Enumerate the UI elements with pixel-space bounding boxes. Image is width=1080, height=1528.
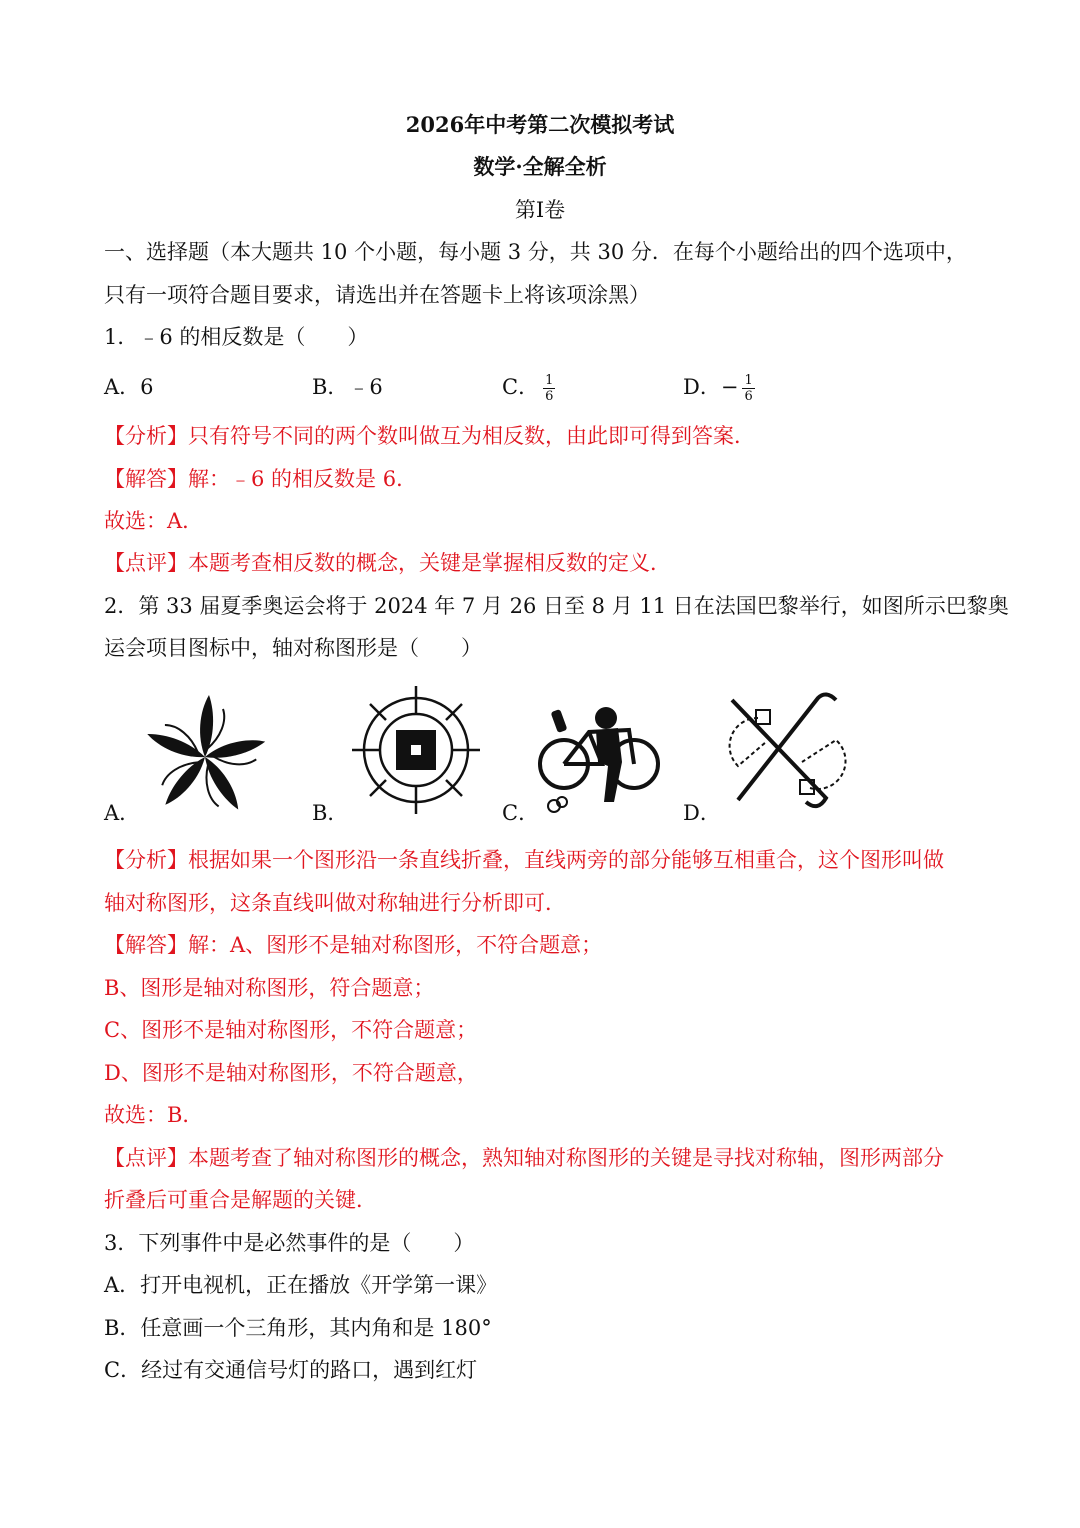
q3-option-c: C．经过有交通信号灯的路口，遇到红灯 bbox=[104, 1358, 478, 1382]
q1-analysis: 【分析】只有符号不同的两个数叫做互为相反数，由此即可得到答案． bbox=[104, 424, 755, 448]
q2-comment-line2: 折叠后可重合是解题的关键． bbox=[104, 1188, 377, 1212]
q1-option-d-fraction bbox=[742, 373, 754, 404]
q2-stem-line1: 2．第 33 届夏季奥运会将于 2024 年 7 月 26 日至 8 月 11 日在法国巴黎举行，如图所示巴黎奥 bbox=[104, 594, 1009, 618]
q1-option-d bbox=[683, 372, 755, 404]
q2-stem-line2: 运会项目图标中，轴对称图形是（ ） bbox=[104, 636, 482, 660]
q2-figure-c-cyclist bbox=[534, 702, 664, 820]
q2-option-d: D． bbox=[683, 801, 721, 825]
q2-figure-d-hockey bbox=[718, 688, 850, 818]
q2-option-c: C． bbox=[502, 801, 540, 825]
volume-label: 第Ⅰ卷 bbox=[514, 198, 566, 222]
q1-option-c-fraction bbox=[543, 373, 555, 404]
section-intro-line1: 一、选择题（本大题共 10 个小题，每小题 3 分，共 30 分．在每个小题给出的四个选项中， bbox=[104, 240, 967, 264]
q1-comment: 【点评】本题考查相反数的概念，关键是掌握相反数的定义． bbox=[104, 551, 671, 575]
q1-option-d-label: D．− bbox=[683, 375, 739, 399]
q1-choice: 故选：A． bbox=[104, 509, 204, 533]
q2-choice: 故选：B． bbox=[104, 1103, 204, 1127]
q2-option-b: B． bbox=[312, 801, 349, 825]
q3-option-b: B．任意画一个三角形，其内角和是 180° bbox=[104, 1316, 492, 1340]
q1-option-c-numerator: 1 bbox=[545, 373, 554, 388]
q3-option-a: A．打开电视机，正在播放《开学第一课》 bbox=[104, 1273, 498, 1297]
q1-answer: 【解答】解：﹣6 的相反数是 6． bbox=[104, 467, 418, 491]
page-subtitle: 数学·全解全析 bbox=[473, 154, 607, 179]
q2-answer-line2: B、图形是轴对称图形，符合题意； bbox=[104, 976, 435, 1000]
page-title: 2026年中考第二次模拟考试 bbox=[405, 112, 675, 137]
q2-answer-line1: 【解答】解：A、图形不是轴对称图形，不符合题意； bbox=[104, 933, 603, 957]
section-intro-line2: 只有一项符合题目要求，请选出并在答题卡上将该项涂黑） bbox=[104, 283, 650, 307]
q1-option-a: A．6 bbox=[104, 375, 154, 399]
q1-option-d-numerator: 1 bbox=[744, 373, 753, 388]
q1-option-c bbox=[502, 372, 555, 404]
q2-answer-line4: D、图形不是轴对称图形，不符合题意， bbox=[104, 1061, 478, 1085]
q1-option-b: B．﹣6 bbox=[312, 375, 383, 399]
q1-option-d-denominator: 6 bbox=[744, 389, 753, 404]
q2-analysis-line1: 【分析】根据如果一个图形沿一条直线折叠，直线两旁的部分能够互相重合，这个图形叫做 bbox=[104, 848, 944, 872]
q2-option-a: A． bbox=[104, 801, 141, 825]
q2-comment-line1: 【点评】本题考查了轴对称图形的概念，熟知轴对称图形的关键是寻找对称轴，图形两部分 bbox=[104, 1146, 944, 1170]
q1-option-c-label: C． bbox=[502, 375, 540, 399]
q2-answer-line3: C、图形不是轴对称图形，不符合题意； bbox=[104, 1018, 478, 1042]
q2-analysis-line2: 轴对称图形，这条直线叫做对称轴进行分析即可． bbox=[104, 891, 566, 915]
q2-figure-a-pinwheel bbox=[140, 692, 270, 822]
q1-stem: 1．﹣6 的相反数是（ ） bbox=[104, 325, 369, 349]
q2-figure-b-target bbox=[350, 684, 482, 816]
q1-option-c-denominator: 6 bbox=[545, 389, 554, 404]
q3-stem: 3．下列事件中是必然事件的是（ ） bbox=[104, 1231, 475, 1255]
